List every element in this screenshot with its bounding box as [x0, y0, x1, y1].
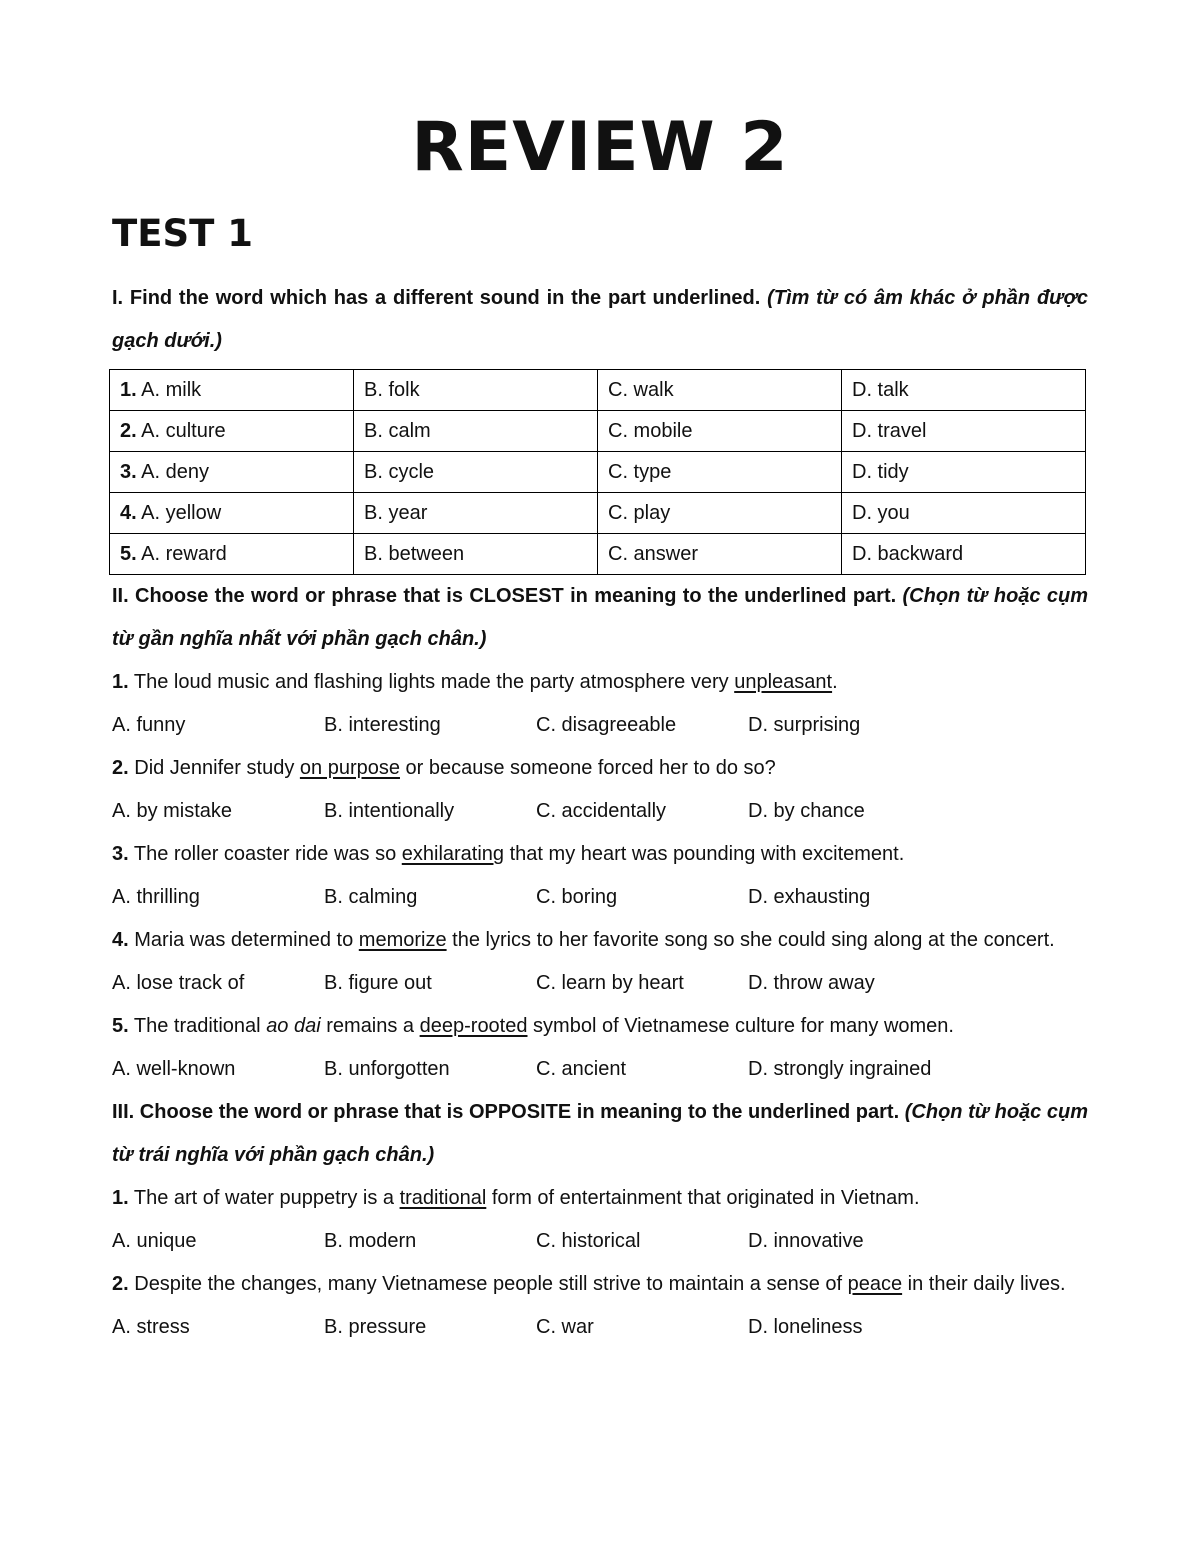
question-text-end: in their daily lives.	[902, 1273, 1066, 1295]
option-c: C. disagreeable	[536, 714, 677, 736]
option-b: B. between	[364, 542, 465, 565]
option-b: B. folk	[364, 378, 420, 401]
table-row	[110, 493, 1086, 534]
table-cell	[110, 534, 354, 575]
option-c: C. boring	[536, 886, 618, 908]
table-cell	[110, 370, 354, 411]
question-text-end: symbol of Vietnamese culture for many women.	[527, 1015, 954, 1037]
question-number: 3.	[112, 843, 129, 865]
option-d: D. by chance	[748, 800, 865, 822]
table-cell	[354, 411, 598, 452]
table-cell	[842, 493, 1086, 534]
option-d: D. loneliness	[748, 1316, 863, 1338]
question-text-end: that my heart was pounding with excitement.	[504, 843, 905, 865]
option-b: B. interesting	[324, 714, 441, 736]
section-3-heading-text: III. Choose the word or phrase that is OPPOSITE in meaning to the underlined part.	[112, 1101, 900, 1123]
option-d: D. backward	[852, 542, 964, 565]
s2-q1-options	[112, 704, 1088, 747]
option-b: B. calm	[364, 419, 431, 442]
question-text-end: form of entertainment that originated in Vietnam.	[486, 1187, 920, 1209]
table-cell	[354, 370, 598, 411]
table-cell	[842, 452, 1086, 493]
option-a: A. culture	[141, 419, 226, 442]
question-text: Maria was determined to	[128, 929, 359, 951]
table-cell	[354, 493, 598, 534]
table-row	[110, 534, 1086, 575]
section-1-table	[109, 369, 1086, 575]
question-number: 2.	[112, 757, 129, 779]
option-b: B. pressure	[324, 1316, 427, 1338]
s2-q5-options	[112, 1048, 1088, 1091]
question-number: 1.	[112, 1187, 129, 1209]
table-cell	[842, 411, 1086, 452]
question-text: The art of water puppetry is a	[128, 1187, 400, 1209]
table-cell	[110, 452, 354, 493]
option-b: B. modern	[324, 1230, 417, 1252]
row-number: 5.	[120, 542, 137, 565]
underlined-part: peace	[847, 1273, 903, 1295]
section-1-heading-vn: (Tìm từ có âm khác ở phần được gạch dưới.)	[112, 287, 1088, 352]
test-title: TEST 1	[112, 212, 254, 255]
row-number: 2.	[120, 419, 137, 442]
option-b: B. unforgotten	[324, 1058, 450, 1080]
option-d: D. you	[852, 501, 910, 524]
option-b: B. cycle	[364, 460, 435, 483]
table-cell	[598, 370, 842, 411]
table-cell	[598, 534, 842, 575]
row-number: 3.	[120, 460, 137, 483]
s2-q3-options	[112, 876, 1088, 919]
option-a: A. funny	[112, 714, 186, 736]
option-a: A. milk	[141, 378, 202, 401]
section-2-heading-text: II. Choose the word or phrase that is CLOSEST in meaning to the underlined part.	[112, 585, 897, 607]
option-d: D. exhausting	[748, 886, 871, 908]
option-a: A. well-known	[112, 1058, 236, 1080]
s2-question-2	[112, 747, 1088, 790]
question-number: 1.	[112, 671, 129, 693]
s2-q4-options	[112, 962, 1088, 1005]
section-3-heading	[112, 1091, 1088, 1177]
s2-question-1	[112, 661, 1088, 704]
option-b: B. intentionally	[324, 800, 455, 822]
option-c: C. answer	[608, 542, 699, 565]
table-cell	[598, 493, 842, 534]
option-d: D. tidy	[852, 460, 909, 483]
question-number: 5.	[112, 1015, 129, 1037]
option-d: D. innovative	[748, 1230, 864, 1252]
question-text: The roller coaster ride was so	[128, 843, 402, 865]
option-b: B. calming	[324, 886, 418, 908]
option-d: D. surprising	[748, 714, 861, 736]
option-a: A. by mistake	[112, 800, 233, 822]
section-2-heading	[112, 575, 1088, 661]
section-2-heading-vn: (Chọn từ hoặc cụm từ gần nghĩa nhất với phần gạch chân.)	[112, 585, 1088, 650]
table-cell	[842, 534, 1086, 575]
table-cell	[110, 411, 354, 452]
option-d: D. talk	[852, 378, 909, 401]
option-c: C. walk	[608, 378, 674, 401]
s2-question-5	[112, 1005, 1088, 1048]
s2-question-4	[112, 919, 1088, 962]
table-cell	[842, 370, 1086, 411]
option-c: C. accidentally	[536, 800, 667, 822]
option-a: A. lose track of	[112, 972, 245, 994]
table-cell	[598, 452, 842, 493]
option-b: B. year	[364, 501, 428, 524]
table-cell	[598, 411, 842, 452]
table-cell	[354, 534, 598, 575]
underlined-part: traditional	[399, 1187, 487, 1209]
section-1-heading-text: I. Find the word which has a different sound in the part underlined.	[112, 287, 761, 309]
document-body	[112, 277, 1088, 1349]
option-a: A. stress	[112, 1316, 190, 1338]
question-text: The traditional	[128, 1015, 267, 1037]
s3-question-1	[112, 1177, 1088, 1220]
option-c: C. type	[608, 460, 672, 483]
table-row	[110, 411, 1086, 452]
underlined-part: on purpose	[299, 757, 400, 779]
s3-question-2	[112, 1263, 1088, 1306]
option-c: C. mobile	[608, 419, 693, 442]
option-b: B. figure out	[324, 972, 432, 994]
question-number: 2.	[112, 1273, 129, 1295]
section-1-heading	[112, 277, 1088, 363]
underlined-part: exhilarating	[401, 843, 505, 865]
option-d: D. travel	[852, 419, 927, 442]
option-a: A. deny	[141, 460, 209, 483]
question-text-end: .	[832, 671, 838, 693]
option-d: D. throw away	[748, 972, 875, 994]
option-c: C. play	[608, 501, 671, 524]
question-text: Despite the changes, many Vietnamese people still strive to maintain a sense of	[128, 1273, 848, 1295]
table-row	[110, 370, 1086, 411]
question-text: Did Jennifer study	[128, 757, 300, 779]
table-cell	[110, 493, 354, 534]
table-row	[110, 452, 1086, 493]
option-a: A. thrilling	[112, 886, 200, 908]
underlined-part: unpleasant	[734, 671, 833, 693]
option-c: C. war	[536, 1316, 594, 1338]
table-cell	[354, 452, 598, 493]
s3-q2-options	[112, 1306, 1088, 1349]
underlined-part: memorize	[358, 929, 447, 951]
option-c: C. ancient	[536, 1058, 627, 1080]
option-a: A. reward	[141, 542, 227, 565]
option-a: A. unique	[112, 1230, 197, 1252]
underlined-part: deep-rooted	[419, 1015, 528, 1037]
s2-q2-options	[112, 790, 1088, 833]
question-number: 4.	[112, 929, 129, 951]
question-text-mid: remains a	[320, 1015, 420, 1037]
option-c: C. historical	[536, 1230, 641, 1252]
row-number: 4.	[120, 501, 137, 524]
question-text-end: or because someone forced her to do so?	[399, 757, 776, 779]
option-c: C. learn by heart	[536, 972, 684, 994]
option-a: A. yellow	[141, 501, 222, 524]
s2-question-3	[112, 833, 1088, 876]
page-title: REVIEW 2	[411, 108, 789, 187]
section-3-heading-vn: (Chọn từ hoặc cụm từ trái nghĩa với phần gạch chân.)	[112, 1101, 1088, 1166]
italic-term: ao dai	[266, 1015, 321, 1037]
question-text-end: the lyrics to her favorite song so she could sing along at the concert.	[446, 929, 1055, 951]
row-number: 1.	[120, 378, 137, 401]
option-d: D. strongly ingrained	[748, 1058, 932, 1080]
question-text: The loud music and flashing lights made the party atmosphere very	[128, 671, 735, 693]
s3-q1-options	[112, 1220, 1088, 1263]
